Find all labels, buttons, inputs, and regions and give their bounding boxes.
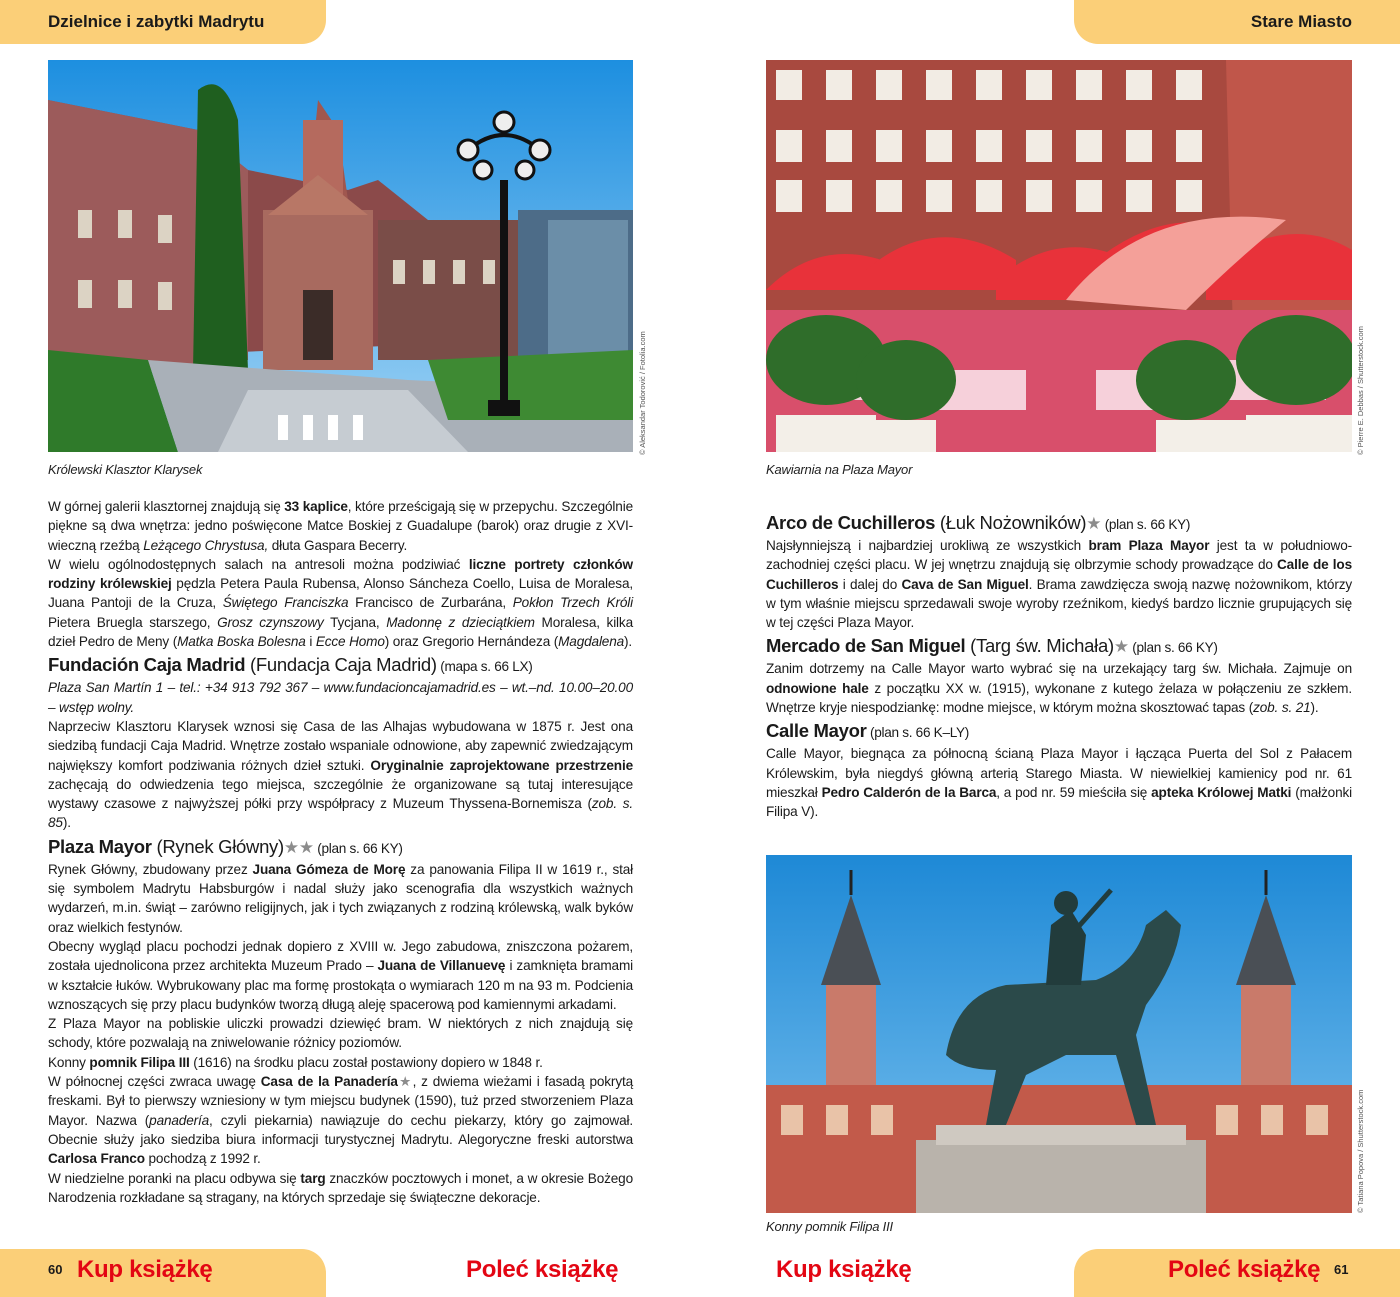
fundacion-body: Naprzeciw Klasztoru Klarysek wznosi się Casa de las Alhajas wybudowana w 1875 r. Jest ona siedzibą fundacji Caja Madrid. Wnętrze zostało wspaniale odnowione, aby zapewnić zwiedzającym największy komfort podziwania różnych dzieł sztuki. Oryginalnie zaprojektowane przestrzenie zachęcają do odwiedzenia tego miejsca, szczególnie że organizowane są tutaj interesujące wystawy czasowe z najwyższej półki przy współpracy z Muzeum Thyssena-Bornemisza (zob. s. 85). [48,718,633,831]
photo-cafe [766,60,1352,452]
mercado-body: Zanim dotrzemy na Calle Mayor warto wybrać się na urzekający targ św. Michała. Zajmuje on odnowione hale z początku XX w. (1915), wykonane z kutego żelaza w połączeniu ze szkłem. Wnętrze kryje niespodziankę: modne miejsce, w którym można skosztować tapas (zob. s. 21). [766,661,1352,716]
header-tab-right [1074,0,1400,44]
rating-star: ★ [1086,514,1102,533]
recommend-book-link-left[interactable]: Poleć książkę [466,1256,619,1283]
photo-credit-convent: © Aleksandar Todorović / Fotolia.com [638,331,647,455]
heading-calle-mayor: Calle Mayor (plan s. 66 K–LY) [766,720,969,742]
section-title-right: Stare Miasto [1250,12,1352,31]
recommend-book-link-right[interactable]: Poleć książkę [1168,1256,1321,1283]
cafe-illustration [766,60,1352,452]
caption-cafe: Kawiarnia na Plaza Mayor [766,462,913,477]
photo-statue [766,855,1352,1213]
page-number-right: 61 [1334,1262,1349,1277]
intro-paragraph-1: W górnej galerii klasztornej znajdują się 33 kaplice, które prześcigają się w przepychu. Szczególnie piękne są dwa wnętrza: jedno poświęcone Matce Boskiej z Guadalupe (barok) oraz drugie z XVI-wieczną rzeźbą Leżącego Chrystusa, dłuta Gaspara Becerry. [48,499,633,553]
header-tab-left [0,0,326,44]
plaza-paragraph-4: Konny pomnik Filipa III (1616) na środku placu został postawiony dopiero w 1848 r. [48,1054,543,1070]
heading-arco: Arco de Cuchilleros (Łuk Nożowników)★ (plan s. 66 KY) [766,512,1191,533]
rating-star: ★ [1113,637,1129,657]
caption-statue: Konny pomnik Filipa III [766,1219,893,1234]
plaza-paragraph-1: Rynek Główny, zbudowany przez Juana Gómeza de Morę za panowania Filipa II w 1619 r., stał się symbolem Madrytu Habsburgów i nadal służy jako scenografia dla wszystkich ważnych wydarzeń, m.in. świąt – zarówno religijnych, jak i tych związanych z rodziną królewską, walk byków oraz wielkich festynów. [48,861,634,935]
statue-illustration [766,855,1352,1213]
plaza-paragraph-6: W niedzielne poranki na placu odbywa się targ znaczków pocztowych i monet, a w okresie Bożego Narodzenia rozkładane są stragany, na których sprzedaje się świąteczne dekoracje. [48,1170,633,1205]
buy-book-link-right[interactable]: Kup książkę [776,1256,912,1283]
convent-illustration [48,60,633,452]
heading-fundacion: Fundación Caja Madrid (Fundacja Caja Madrid) (mapa s. 66 LX) [48,654,533,676]
right-column [766,509,1352,822]
plaza-paragraph-2: Obecny wygląd placu pochodzi jednak dopiero z XVIII w. Jego zabudowa, zniszczona pożarem, została ujednolicona przez architekta Muzeum Prado – Juana de Villanuevę i zamknięta bramami w kształcie łuków. Wybrukowany plac ma formę prostokąta o wymiarach 120 m na 93 m. Podcienia wznoszących się przy placu budynków tworzą długą aleję spacerową pod kamiennymi arkadami. [48,938,633,1012]
rating-stars: ★★ [283,837,314,857]
section-title-left: Dzielnice i zabytki Madrytu [48,12,265,31]
plaza-paragraph-3: Z Plaza Mayor na pobliskie uliczki prowadzi dziewięć bram. W niektórych z nich znajdują się schody, które pozwalają na zniwelowanie różnicy poziomów. [48,1016,633,1051]
arco-body: Najsłynniejszą i najbardziej urokliwą ze wszystkich bram Plaza Mayor jest ta w południowo-zachodniej części placu. W jej wnętrzu znajdują się olbrzymie schody prowadzące do Calle de los Cuchilleros i dalej do Cava de San Miguel. Brama zawdzięcza swoją nazwę nożownikom, którzy w tym właśnie miejscu sprzedawali swoje wyroby rzeźnikom, kiedyś bardzo licznie grupujących się w tej części Plaza Mayor. [766,538,1353,631]
photo-convent [48,60,633,452]
rating-star: ★ [397,1074,413,1090]
heading-mercado: Mercado de San Miguel (Targ św. Michała)★ (plan s. 66 KY) [766,635,1218,657]
heading-plaza-mayor: Plaza Mayor (Rynek Główny)★★ (plan s. 66 KY) [48,835,403,857]
calle-mayor-body: Calle Mayor, biegnąca za północną ścianą Plaza Mayor i łącząca Puerta del Sol z Pałacem Królewskim, była niegdyś główną arterią Starego Miasta. W niewielkiej kamienicy pod nr. 61 mieszkał Pedro Calderón de la Barca, a pod nr. 59 mieściła się apteka Królowej Matki (małżonki Filipa V). [766,746,1353,820]
left-column [48,497,633,1207]
plaza-paragraph-5: W północnej części zwraca uwagę Casa de la Panadería★, z dwiema wieżami i fasadą pokrytą freskami. Był to pierwszy wzniesiony w tym miejscu budynek (1590), tuż przed stworzeniem Plaza Mayor. Nazwa (panadería, czyli piekarnia) nawiązuje do cechu piekarzy, który go zajmował. Obecnie służy jako siedziba biura informacji turystycznej Madrytu. Alegoryczne freski autorstwa Carlosa Franco pochodzą z 1992 r. [48,1074,633,1167]
fundacion-info: Plaza San Martín 1 – tel.: +34 913 792 367 – www.fundacioncajamadrid.es – wt.–nd. 10.00–20.00 – wstęp wolny. [48,680,633,715]
intro-paragraph-2: W wielu ogólnodostępnych salach na antresoli można podziwiać liczne portrety członków rodziny królewskiej pędzla Petera Paula Rubensa, Alonso Sáncheza Coello, Luisa de Moralesa, Juana Pantoji de la Cruza, Świętego Franciszka Francisco de Zurbarána, Pokłon Trzech Króli Pietera Bruegla starszego, Grosz czynszowy Tycjana, Madonnę z dzieciątkiem Moralesa, kilka dzieł Pedro de Meny (Matka Boska Bolesna i Ecce Homo) oraz Gregorio Hernándeza (Magdalena). [48,556,633,650]
buy-book-link-left[interactable]: Kup książkę [77,1256,213,1283]
photo-credit-statue: © Tatiana Popova / Shutterstock.com [1356,1089,1365,1213]
photo-credit-cafe: © Pierre E. Debbas / Shutterstock.com [1356,326,1365,455]
page-number-left: 60 [48,1262,63,1277]
caption-convent: Królewski Klasztor Klarysek [48,462,203,477]
